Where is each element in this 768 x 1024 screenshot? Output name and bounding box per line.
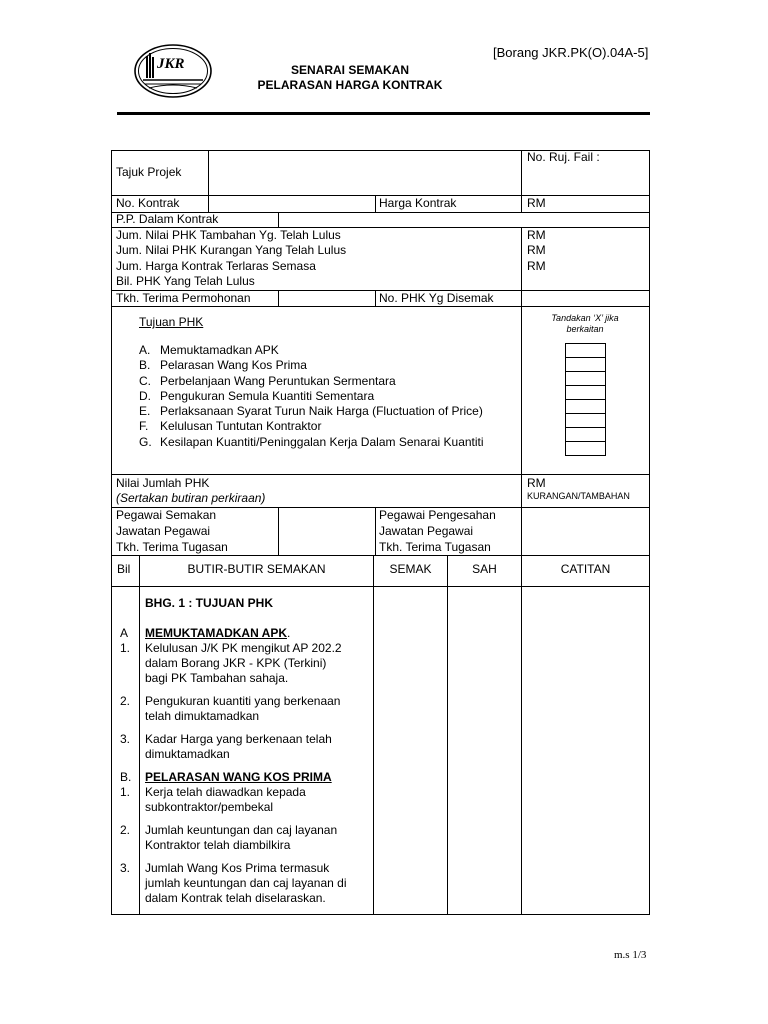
- checkbox-a[interactable]: [565, 343, 606, 358]
- group-b-letter: B.: [120, 770, 132, 784]
- checkbox-d[interactable]: [565, 385, 606, 400]
- tajuk-projek-field[interactable]: [209, 151, 520, 195]
- group-b-title: PELARASAN WANG KOS PRIMA: [145, 770, 332, 784]
- checkbox-b[interactable]: [565, 357, 606, 372]
- label-tkh-tugasan-1: Tkh. Terima Tugasan: [116, 540, 228, 554]
- tandakan-note-2: berkaitan: [566, 324, 604, 334]
- pegawai-pengesahan-field[interactable]: [522, 508, 649, 555]
- catitan-column-cells[interactable]: [522, 587, 649, 914]
- label-tajuk-projek: Tajuk Projek: [116, 165, 182, 179]
- no-phk-field[interactable]: [522, 291, 649, 306]
- checkbox-f[interactable]: [565, 413, 606, 428]
- group-a-title: [145, 626, 290, 641]
- label-harga-kontrak: Harga Kontrak: [379, 196, 457, 210]
- jkr-logo-text: JKR: [157, 56, 185, 72]
- col-bil: Bil: [117, 562, 131, 576]
- nilai-rm: RM: [527, 476, 546, 490]
- jum-harga-rm: RM: [527, 259, 546, 273]
- tandakan-note-1: Tandakan ‘X’ jika: [551, 313, 619, 323]
- form-code: [Borang JKR.PK(O).04A-5]: [493, 45, 649, 60]
- semak-column-cells[interactable]: [374, 587, 447, 914]
- label-tkh-tugasan-2: Tkh. Terima Tugasan: [379, 540, 491, 554]
- label-pegawai-pengesahan: Pegawai Pengesahan: [379, 508, 496, 522]
- pegawai-semakan-field[interactable]: [279, 508, 375, 555]
- col-semak: SEMAK: [389, 562, 432, 576]
- section-title: BHG. 1 : TUJUAN PHK: [145, 596, 274, 610]
- label-jum-harga: Jum. Harga Kontrak Terlaras Semasa: [116, 259, 316, 273]
- pp-dalam-kontrak-field[interactable]: [279, 213, 649, 227]
- label-no-kontrak: No. Kontrak: [116, 196, 180, 210]
- checkbox-h[interactable]: [565, 441, 606, 456]
- form-title-line2: PELARASAN HARGA KONTRAK: [257, 78, 443, 92]
- tujuan-heading: Tujuan PHK: [139, 315, 204, 329]
- group-a-title-text: MEMUKTAMADKAN APK: [145, 626, 287, 640]
- no-kontrak-field[interactable]: [209, 196, 375, 212]
- label-no-ruj-fail: No. Ruj. Fail :: [527, 150, 600, 164]
- label-pegawai-semakan: Pegawai Semakan: [116, 508, 217, 522]
- label-pp-dalam-kontrak: P.P. Dalam Kontrak: [116, 212, 219, 226]
- group-a-letter: A: [120, 626, 129, 640]
- label-bil-phk: Bil. PHK Yang Telah Lulus: [116, 274, 255, 288]
- col-butir: BUTIR-BUTIR SEMAKAN: [187, 562, 326, 576]
- label-jawatan-pegawai-1: Jawatan Pegawai: [116, 524, 211, 538]
- label-jum-kurangan: Jum. Nilai PHK Kurangan Yang Telah Lulus: [116, 243, 347, 257]
- header-rule: [117, 112, 650, 115]
- jum-tambahan-rm: RM: [527, 228, 546, 242]
- jum-kurangan-rm: RM: [527, 243, 546, 257]
- form-title-line1: SENARAI SEMAKAN: [290, 63, 409, 77]
- label-jawatan-pegawai-2: Jawatan Pegawai: [379, 524, 474, 538]
- checkbox-c[interactable]: [565, 371, 606, 386]
- tkh-terima-field[interactable]: [279, 291, 375, 306]
- harga-kontrak-rm: RM: [527, 196, 546, 210]
- kurangan-tambahan: KURANGAN/TAMBAHAN: [527, 491, 630, 501]
- nilai-note: (Sertakan butiran perkiraan): [116, 491, 266, 505]
- sah-column-cells[interactable]: [448, 587, 521, 914]
- checkbox-e[interactable]: [565, 399, 606, 414]
- col-catitan: CATITAN: [560, 562, 611, 576]
- checkbox-g[interactable]: [565, 427, 606, 442]
- label-tkh-terima-permohonan: Tkh. Terima Permohonan: [116, 291, 251, 305]
- label-no-phk: No. PHK Yg Disemak: [379, 291, 494, 305]
- col-sah: SAH: [472, 562, 497, 576]
- page-number: m.s 1/3: [614, 949, 647, 961]
- label-jum-tambahan: Jum. Nilai PHK Tambahan Yg. Telah Lulus: [116, 228, 341, 242]
- label-nilai-jumlah: Nilai Jumlah PHK: [116, 476, 210, 490]
- group-a-title-suffix: .: [286, 626, 291, 640]
